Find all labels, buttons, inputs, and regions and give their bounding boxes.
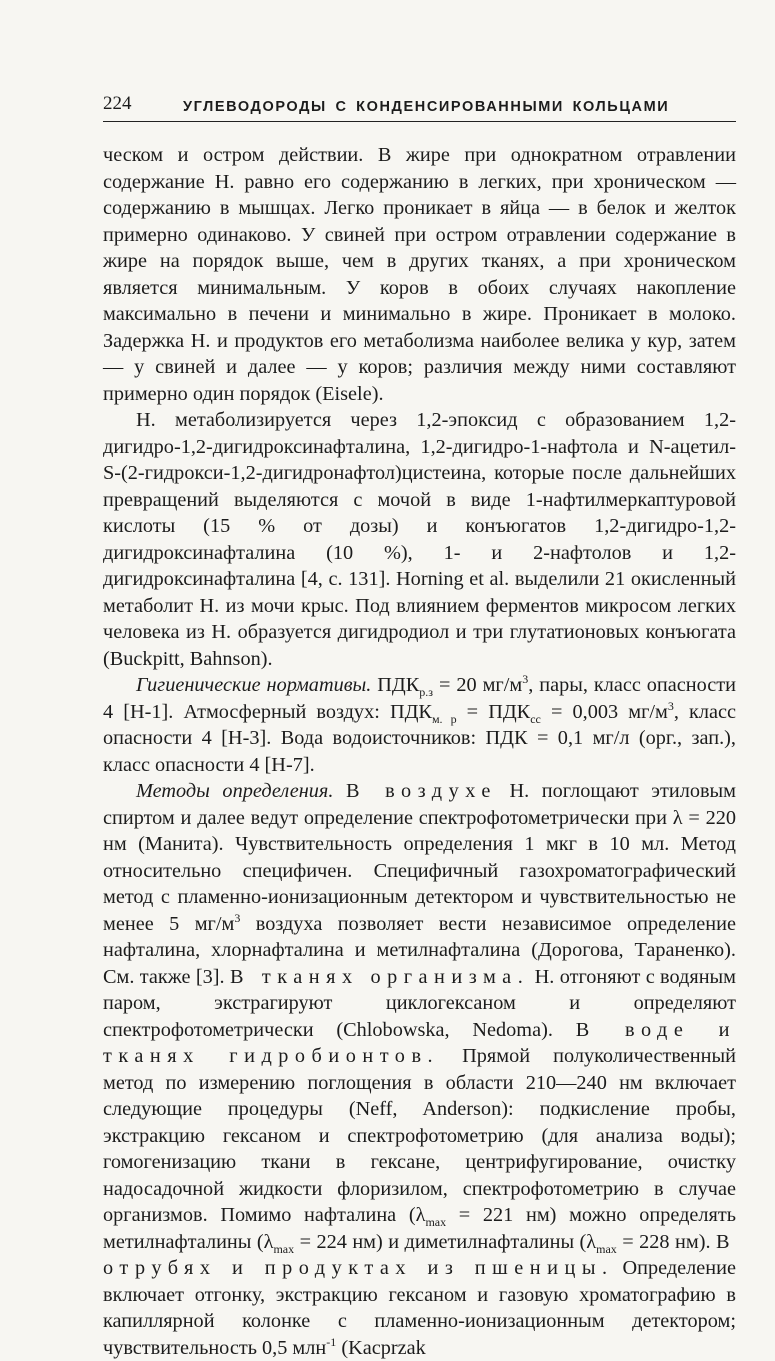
text-run: воздуха позволяет вести независимое определение нафталина, хлорнафталина и метилнафталина (Дорогова, Тараненко). См. также [3]. [103, 912, 736, 988]
text-run: = 224 нм) и диметилнафталины (λ [294, 1230, 597, 1253]
text-run: = 221 нм) можно определять метилнафталины (λ [103, 1204, 736, 1253]
spaced-heading-bran: В отрубях и продуктах из пшеницы. [103, 1230, 736, 1279]
subscript: сс [530, 711, 541, 726]
superscript: 3 [522, 672, 529, 687]
spaced-heading-air: В воздухе [345, 780, 497, 802]
body-text [103, 142, 736, 1361]
subscript: max [596, 1241, 617, 1256]
text-run: = 228 нм). [616, 1230, 716, 1253]
superscript: 3 [234, 910, 241, 925]
paragraph-continuation: ческом и остром действии. В жире при однократном отравлении содержание Н. равно его содержанию в легких, при хроническом — содержанию в мышцах. Легко проникает в яйца — в белок и желток примерно одинаково. У свиней при остром отравлении содержание в жире на порядок выше, чем в других тканях, а при хроническом является минимальным. У коров в обоих случаях накопление максимально в печени и минимально в жире. Проникает в молоко. Задержка Н. и продуктов его метаболизма наиболее велика у кур, затем — у свиней и далее — у коров; различия между ними составляют примерно один порядок (Eisele). [103, 144, 736, 405]
subscript: max [425, 1215, 447, 1230]
paragraph-metabolism: Н. метаболизируется через 1,2-эпоксид с образованием 1,2-дигидро-1,2-дигидроксинафталина, 1,2-дигидро-1-нафтола и N-ацетил-S-(2-гидрокси-1,2-дигидронафтол)цистеина, которые после дальнейших превращений выделяются с мочой в виде 1-нафтилмеркаптуровой кислоты (15 % от дозы) и конъюгатов 1,2-дигидро-1,2-дигидроксинафталина (10 %), 1- и 2-нафтолов и 1,2-дигидроксинафталина [4, с. 131]. Horning et al. выделили 21 окисленный метаболит Н. из мочи крыс. Под влиянием ферментов микросом легких человека из Н. образуется дигидродиол и три глутатионовых конъюгата (Buckpitt, Bahnson). [103, 409, 736, 670]
text-run: = ПДК [456, 700, 531, 723]
superscript: -1 [326, 1334, 337, 1349]
subscript: м. р [431, 711, 457, 726]
page-header [103, 92, 736, 122]
section-lead-hygienic-standards: Гигиенические нормативы. [136, 674, 372, 696]
section-lead-determination-methods: Методы определения. [136, 780, 334, 802]
superscript: 3 [667, 698, 674, 713]
paragraph-hygienic-standards [103, 672, 736, 778]
subscript: р.з [419, 685, 434, 700]
text-run: (Kacprzak [336, 1336, 426, 1359]
spaced-heading-water: В воде и тканях гидробионтов. [103, 1018, 737, 1067]
text-run: ПДК [371, 674, 420, 696]
subscript: max [273, 1241, 295, 1256]
paragraph-determination-methods [103, 778, 736, 1361]
page-number: 224 [103, 93, 132, 114]
running-title: УГЛЕВОДОРОДЫ С КОНДЕНСИРОВАННЫМИ КОЛЬЦАМИ [183, 99, 670, 115]
text-run: Н. отгоняют с водяным паром, экстрагируют циклогексаном и определяют спектрофотометрически (Chlobowska, Nedoma). [103, 965, 737, 1041]
text-run: , пары, класс опасности 4 [Н-1]. Атмосферный воздух: ПДК [103, 674, 736, 723]
text-run: = 0,003 мг/м [540, 700, 668, 723]
text-run: Н. поглощают этиловым спиртом и далее ведут определение спектрофотометрически при λ = 220 нм (Манита). Чувствительность определения 1 мкг в 10 мл. Метод относительно специфичен. Специфичный газохроматографический метод с пламенно-ионизационным детектором и чувствительностью не менее 5 мг/м [103, 780, 736, 935]
spaced-heading-tissues: В тканях организма. [229, 965, 530, 988]
text-run: , класс опасности 4 [Н-3]. Вода водоисточников: ПДК = 0,1 мг/л (орг., зап.), класс опасности 4 [Н-7]. [103, 700, 737, 776]
text-run: Прямой полуколичественный метод по измерению поглощения в области 210—240 нм включает следующие процедуры (Neff, Anderson): подкисление пробы, экстракцию гексаном и спектрофотометрию (для анализа воды); гомогенизацию ткани в гексане, центрифугирование, очистку надосадочной жидкости флоризилом, спектрофотометрию в случае организмов. Помимо нафталина (λ [103, 1045, 736, 1226]
text-run: = 20 мг/м [433, 674, 523, 696]
text-run [333, 780, 346, 802]
text-run: Определение включает отгонку, экстракцию гексаном и газовую хроматографию в капиллярной колонке с пламенно-ионизационным детектором; чувствительность 0,5 млн [103, 1257, 736, 1359]
